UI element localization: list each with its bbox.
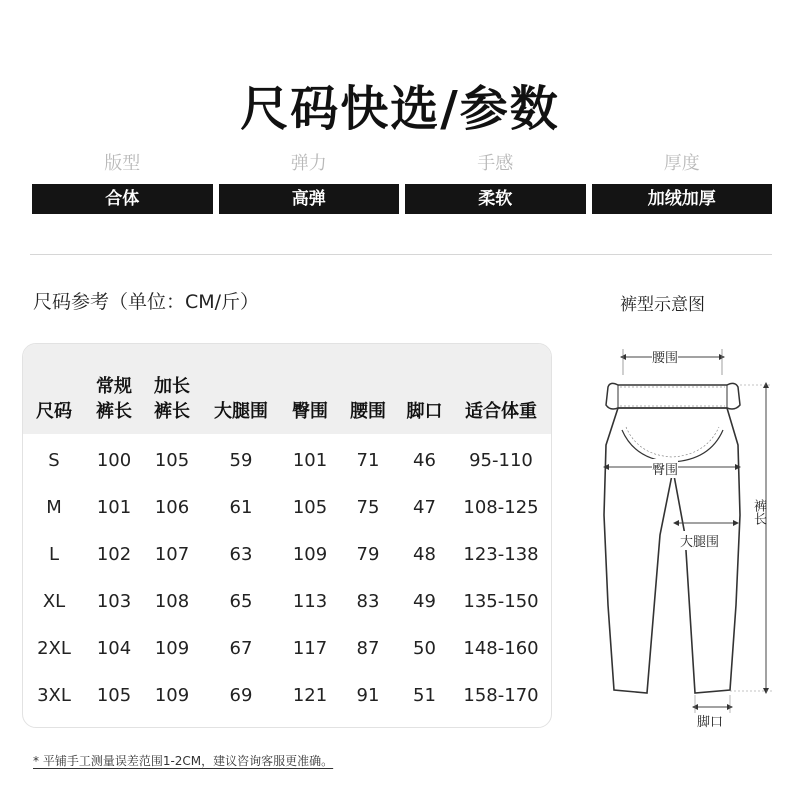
table-cell: 121 <box>292 685 328 706</box>
param-value: 高弹 <box>219 184 400 214</box>
table-cell: 71 <box>356 450 380 471</box>
header-long-length: 加长 裤长 <box>154 376 190 422</box>
table-cell: 47 <box>413 497 436 518</box>
table-cell: S <box>48 450 60 471</box>
table-cell: 104 <box>96 638 132 659</box>
table-cell: 158-170 <box>463 685 539 706</box>
table-cell: 109 <box>154 685 190 706</box>
table-cell: 100 <box>96 450 132 471</box>
size-table-heading: 尺码参考（单位：CM/斤） <box>33 291 260 313</box>
size-table <box>22 343 552 728</box>
table-cell: 91 <box>356 685 380 706</box>
table-cell: 46 <box>413 450 436 471</box>
table-cell: 123-138 <box>463 544 539 565</box>
table-cell: 105 <box>96 685 132 706</box>
measurement-note: * 平铺手工测量误差范围1-2CM，建议咨询客服更准确。 <box>33 754 334 768</box>
param-value: 加绒加厚 <box>592 184 773 214</box>
table-cell: 48 <box>413 544 436 565</box>
table-cell: 106 <box>154 497 190 518</box>
table-row <box>23 531 551 578</box>
table-cell: 65 <box>229 591 253 612</box>
table-cell: M <box>46 497 62 518</box>
page-title: 尺码快选/参数 <box>240 81 560 137</box>
header-size: 尺码 <box>36 401 72 422</box>
table-cell: 105 <box>292 497 328 518</box>
table-cell: 95-110 <box>469 450 533 471</box>
table-cell: 51 <box>413 685 436 706</box>
table-cell: 59 <box>229 450 253 471</box>
table-row <box>23 672 551 719</box>
table-cell: L <box>48 544 60 565</box>
header-regular-length: 常规 裤长 <box>96 376 132 422</box>
param-label: 厚度 <box>663 153 700 174</box>
table-cell: 109 <box>292 544 328 565</box>
table-cell: 49 <box>413 591 436 612</box>
table-cell: 101 <box>292 450 328 471</box>
param-label: 版型 <box>104 153 141 174</box>
table-cell: 103 <box>96 591 132 612</box>
header-hip: 臀围 <box>292 401 328 422</box>
diagram-label-hem: 脚口 <box>697 711 723 730</box>
divider <box>30 254 772 255</box>
diagram-label-hip: 臀围 <box>652 459 678 478</box>
table-cell: 102 <box>96 544 132 565</box>
table-cell: 108 <box>154 591 190 612</box>
param-value: 合体 <box>32 184 213 214</box>
table-cell: 117 <box>292 638 328 659</box>
header-hem: 脚口 <box>406 401 443 422</box>
table-cell: 101 <box>96 497 132 518</box>
param-thickness <box>592 150 773 214</box>
table-row <box>23 437 551 484</box>
quick-params <box>32 150 772 214</box>
table-cell: 135-150 <box>463 591 539 612</box>
table-cell: 69 <box>229 685 253 706</box>
diagram-label-length: 裤长 <box>751 499 766 525</box>
table-cell: 3XL <box>37 685 71 706</box>
table-header <box>23 344 551 434</box>
table-cell: XL <box>42 591 66 612</box>
table-cell: 61 <box>229 497 253 518</box>
param-value: 柔软 <box>405 184 586 214</box>
header-thigh: 大腿围 <box>214 401 268 422</box>
param-label: 弹力 <box>290 153 327 174</box>
table-row <box>23 484 551 531</box>
table-cell: 105 <box>154 450 190 471</box>
table-cell: 75 <box>356 497 380 518</box>
pants-diagram <box>590 335 790 735</box>
diagram-label-thigh: 大腿围 <box>680 531 719 550</box>
param-label: 手感 <box>477 153 514 174</box>
table-cell: 108-125 <box>463 497 539 518</box>
table-cell: 109 <box>154 638 190 659</box>
table-row <box>23 578 551 625</box>
param-elasticity <box>219 150 400 214</box>
table-row <box>23 625 551 672</box>
diagram-label-waist: 腰围 <box>652 347 678 366</box>
table-cell: 148-160 <box>463 638 539 659</box>
table-cell: 79 <box>356 544 380 565</box>
table-cell: 63 <box>229 544 253 565</box>
table-cell: 107 <box>154 544 190 565</box>
table-cell: 87 <box>356 638 380 659</box>
table-cell: 113 <box>292 591 328 612</box>
table-cell: 2XL <box>37 638 71 659</box>
param-fit <box>32 150 213 214</box>
table-cell: 50 <box>413 638 436 659</box>
header-waist: 腰围 <box>350 401 386 422</box>
table-cell: 67 <box>229 638 253 659</box>
table-body <box>23 434 551 719</box>
diagram-heading: 裤型示意图 <box>620 295 705 315</box>
header-weight: 适合体重 <box>465 401 537 422</box>
table-cell: 83 <box>356 591 380 612</box>
param-feel <box>405 150 586 214</box>
